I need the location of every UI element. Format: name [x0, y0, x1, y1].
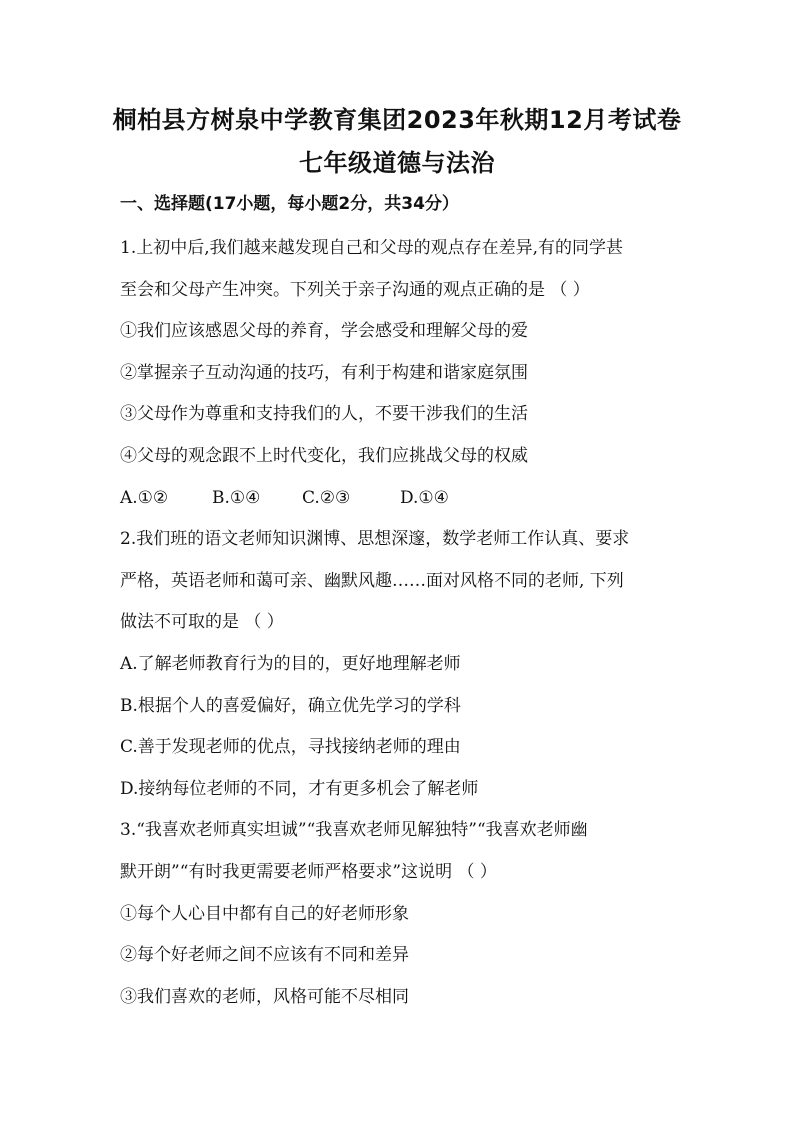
q1-options [120, 478, 680, 520]
q1-statement-3: ③父母作为尊重和支持我们的人，不要干涉我们的生活 [120, 404, 528, 425]
q1-statement-1: ①我们应该感恩父母的养育，学会感受和理解父母的爱 [120, 321, 528, 342]
q3-stem-line-2: 默开朗”“有时我更需要老师严格要求”这说明 （ ） [120, 861, 497, 882]
q2-option-a: A.了解老师教育行为的目的，更好地理解老师 [120, 653, 461, 674]
q3-statement-3: ③我们喜欢的老师，风格可能不尽相同 [120, 986, 409, 1007]
question-list [120, 228, 680, 1018]
q2-stem-line-1: 2.我们班的语文老师知识渊博、思想深邃，数学老师工作认真、要求 [120, 529, 630, 550]
q2-stem-line-3: 做法不可取的是 （ ） [120, 612, 284, 633]
q2-option-b: B.根据个人的喜爱偏好，确立优先学习的学科 [120, 695, 461, 716]
q2-option-d: D.接纳每位老师的不同，才有更多机会了解老师 [120, 778, 479, 799]
exam-subtitle: 七年级道德与法治 [299, 149, 495, 177]
q3-stem-line-1: 3.“我喜欢老师真实坦诚”“我喜欢老师见解独特”“我喜欢老师幽 [120, 820, 588, 841]
q1-option-b: B.①④ [212, 487, 261, 508]
q1-statement-4: ④父母的观念跟不上时代变化，我们应挑战父母的权威 [120, 445, 528, 466]
q2-option-c: C.善于发现老师的优点，寻找接纳老师的理由 [120, 737, 461, 758]
q1-option-a: A.①② [120, 487, 169, 508]
q1-option-c: C.②③ [302, 487, 351, 508]
q1-statement-2: ②掌握亲子互动沟通的技巧，有利于构建和谐家庭氛围 [120, 362, 528, 383]
q1-stem-line-1: 1.上初中后,我们越来越发现自己和父母的观点存在差异,有的同学甚 [120, 238, 624, 258]
q3-statement-1: ①每个人心目中都有自己的好老师形象 [120, 903, 409, 924]
q1-stem-line-2: 至会和父母产生冲突。下列关于亲子沟通的观点正确的是 （ ） [120, 279, 590, 300]
q1-option-d: D.①④ [400, 487, 449, 508]
q3-statement-2: ②每个好老师之间不应该有不同和差异 [120, 945, 409, 966]
section-heading: 一、选择题(17小题，每小题2分，共34分） [120, 194, 459, 214]
exam-title: 桐柏县方树泉中学教育集团2023年秋期12月考试卷 [112, 106, 682, 134]
q2-stem-line-2: 严格，英语老师和蔼可亲、幽默风趣……面对风格不同的老师, 下列 [120, 570, 624, 591]
